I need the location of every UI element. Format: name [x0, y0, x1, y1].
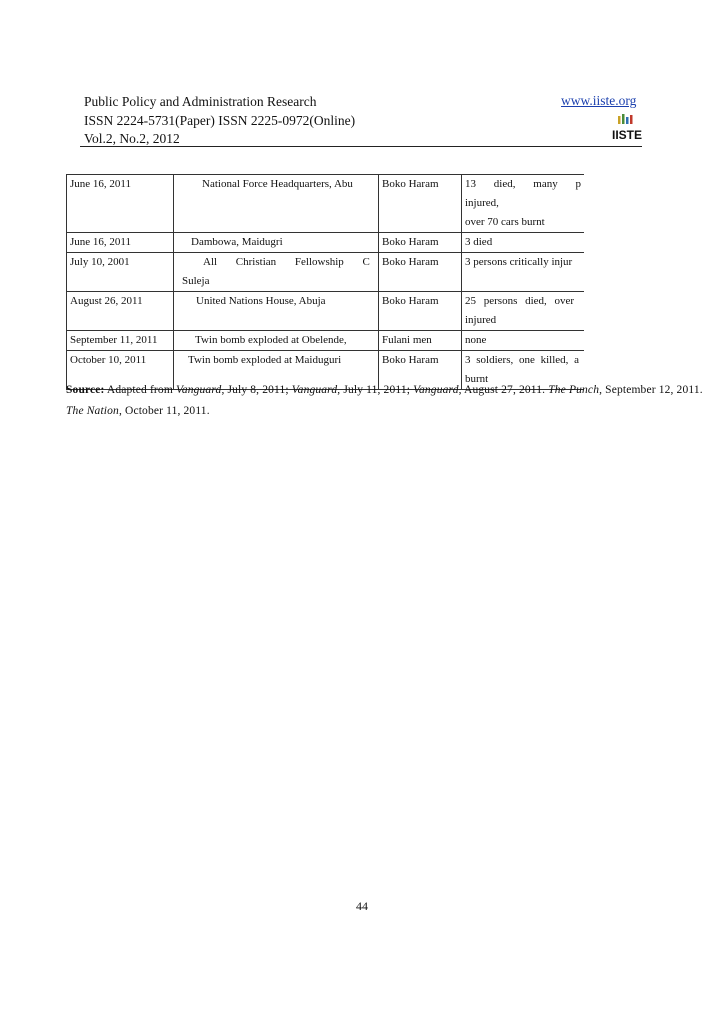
- casualties-line: 3 persons critically injur: [465, 256, 573, 268]
- source-text: Adapted from: [104, 384, 176, 396]
- source-publication: Vanguard: [175, 384, 222, 396]
- group-cell: Boko Haram: [379, 292, 462, 331]
- location-cell: United Nations House, Abuja: [174, 292, 379, 331]
- location-line: All Christian Fellowship C: [203, 256, 370, 268]
- group-cell: Boko Haram: [379, 253, 462, 292]
- table-row: [67, 175, 585, 233]
- casualties-line: 3 died: [465, 236, 493, 248]
- casualties-line: 3 soldiers, one killed, a: [465, 354, 580, 366]
- source-text: , July 11, 2011;: [337, 384, 414, 396]
- date-cell: July 10, 2001: [67, 253, 174, 292]
- casualties-cell: [462, 292, 585, 331]
- date-cell: June 16, 2011: [67, 175, 174, 233]
- source-text: , August 27, 2011.: [458, 384, 549, 396]
- volume-line: Vol.2, No.2, 2012: [84, 131, 180, 146]
- journal-url-link[interactable]: www.iiste.org: [561, 93, 637, 108]
- date-cell: June 16, 2011: [67, 233, 174, 253]
- location-cell: Twin bomb exploded at Maiduguri: [174, 351, 379, 390]
- source-publication: The Nation: [66, 405, 119, 417]
- location-cell: Twin bomb exploded at Obelende,: [174, 331, 379, 351]
- table-row: [67, 331, 585, 351]
- table-row: [67, 292, 585, 331]
- table-row: [67, 233, 585, 253]
- iiste-logo-icon: [612, 114, 642, 140]
- date-cell: September 11, 2011: [67, 331, 174, 351]
- group-cell: Fulani men: [379, 331, 462, 351]
- table-row: [67, 253, 585, 292]
- location-cell: [174, 253, 379, 292]
- casualties-line: burnt: [465, 373, 489, 385]
- casualties-line: none: [465, 334, 487, 346]
- location-line: Suleja: [182, 275, 210, 287]
- date-cell: October 10, 2011: [67, 351, 174, 390]
- casualties-line: 25 persons died, over: [465, 295, 575, 307]
- source-publication: Vanguard: [413, 384, 459, 396]
- issn-line: ISSN 2224-5731(Paper) ISSN 2225-0972(Online): [84, 112, 356, 128]
- location-cell: National Force Headquarters, Abu: [174, 175, 379, 233]
- source-label: Source:: [66, 384, 105, 396]
- source-publication: The Punch: [548, 384, 600, 396]
- group-cell: Boko Haram: [379, 233, 462, 253]
- date-cell: August 26, 2011: [67, 292, 174, 331]
- attacks-table: [66, 174, 584, 390]
- svg-text:IISTE: IISTE: [612, 128, 642, 140]
- running-header: [84, 93, 644, 149]
- source-text: , October 11, 2011.: [118, 405, 210, 417]
- casualties-line: 13 died, many p: [465, 178, 581, 190]
- journal-title: Public Policy and Administration Research: [84, 94, 317, 109]
- casualties-cell: [462, 331, 585, 351]
- header-rule: [80, 146, 642, 147]
- source-text: , September 12, 2011.: [599, 384, 703, 396]
- location-cell: Dambowa, Maidugri: [174, 233, 379, 253]
- casualties-cell: [462, 253, 585, 292]
- source-publication: Vanguard: [291, 384, 338, 396]
- source-note: [66, 380, 706, 422]
- group-cell: Boko Haram: [379, 351, 462, 390]
- source-text: , July 8, 2011;: [221, 384, 292, 396]
- casualties-cell: [462, 175, 585, 233]
- casualties-line: injured,: [465, 197, 499, 209]
- group-cell: Boko Haram: [379, 175, 462, 233]
- page-number: 44: [356, 899, 368, 913]
- casualties-line: injured: [465, 314, 497, 326]
- casualties-line: over 70 cars burnt: [465, 216, 545, 228]
- casualties-cell: [462, 233, 585, 253]
